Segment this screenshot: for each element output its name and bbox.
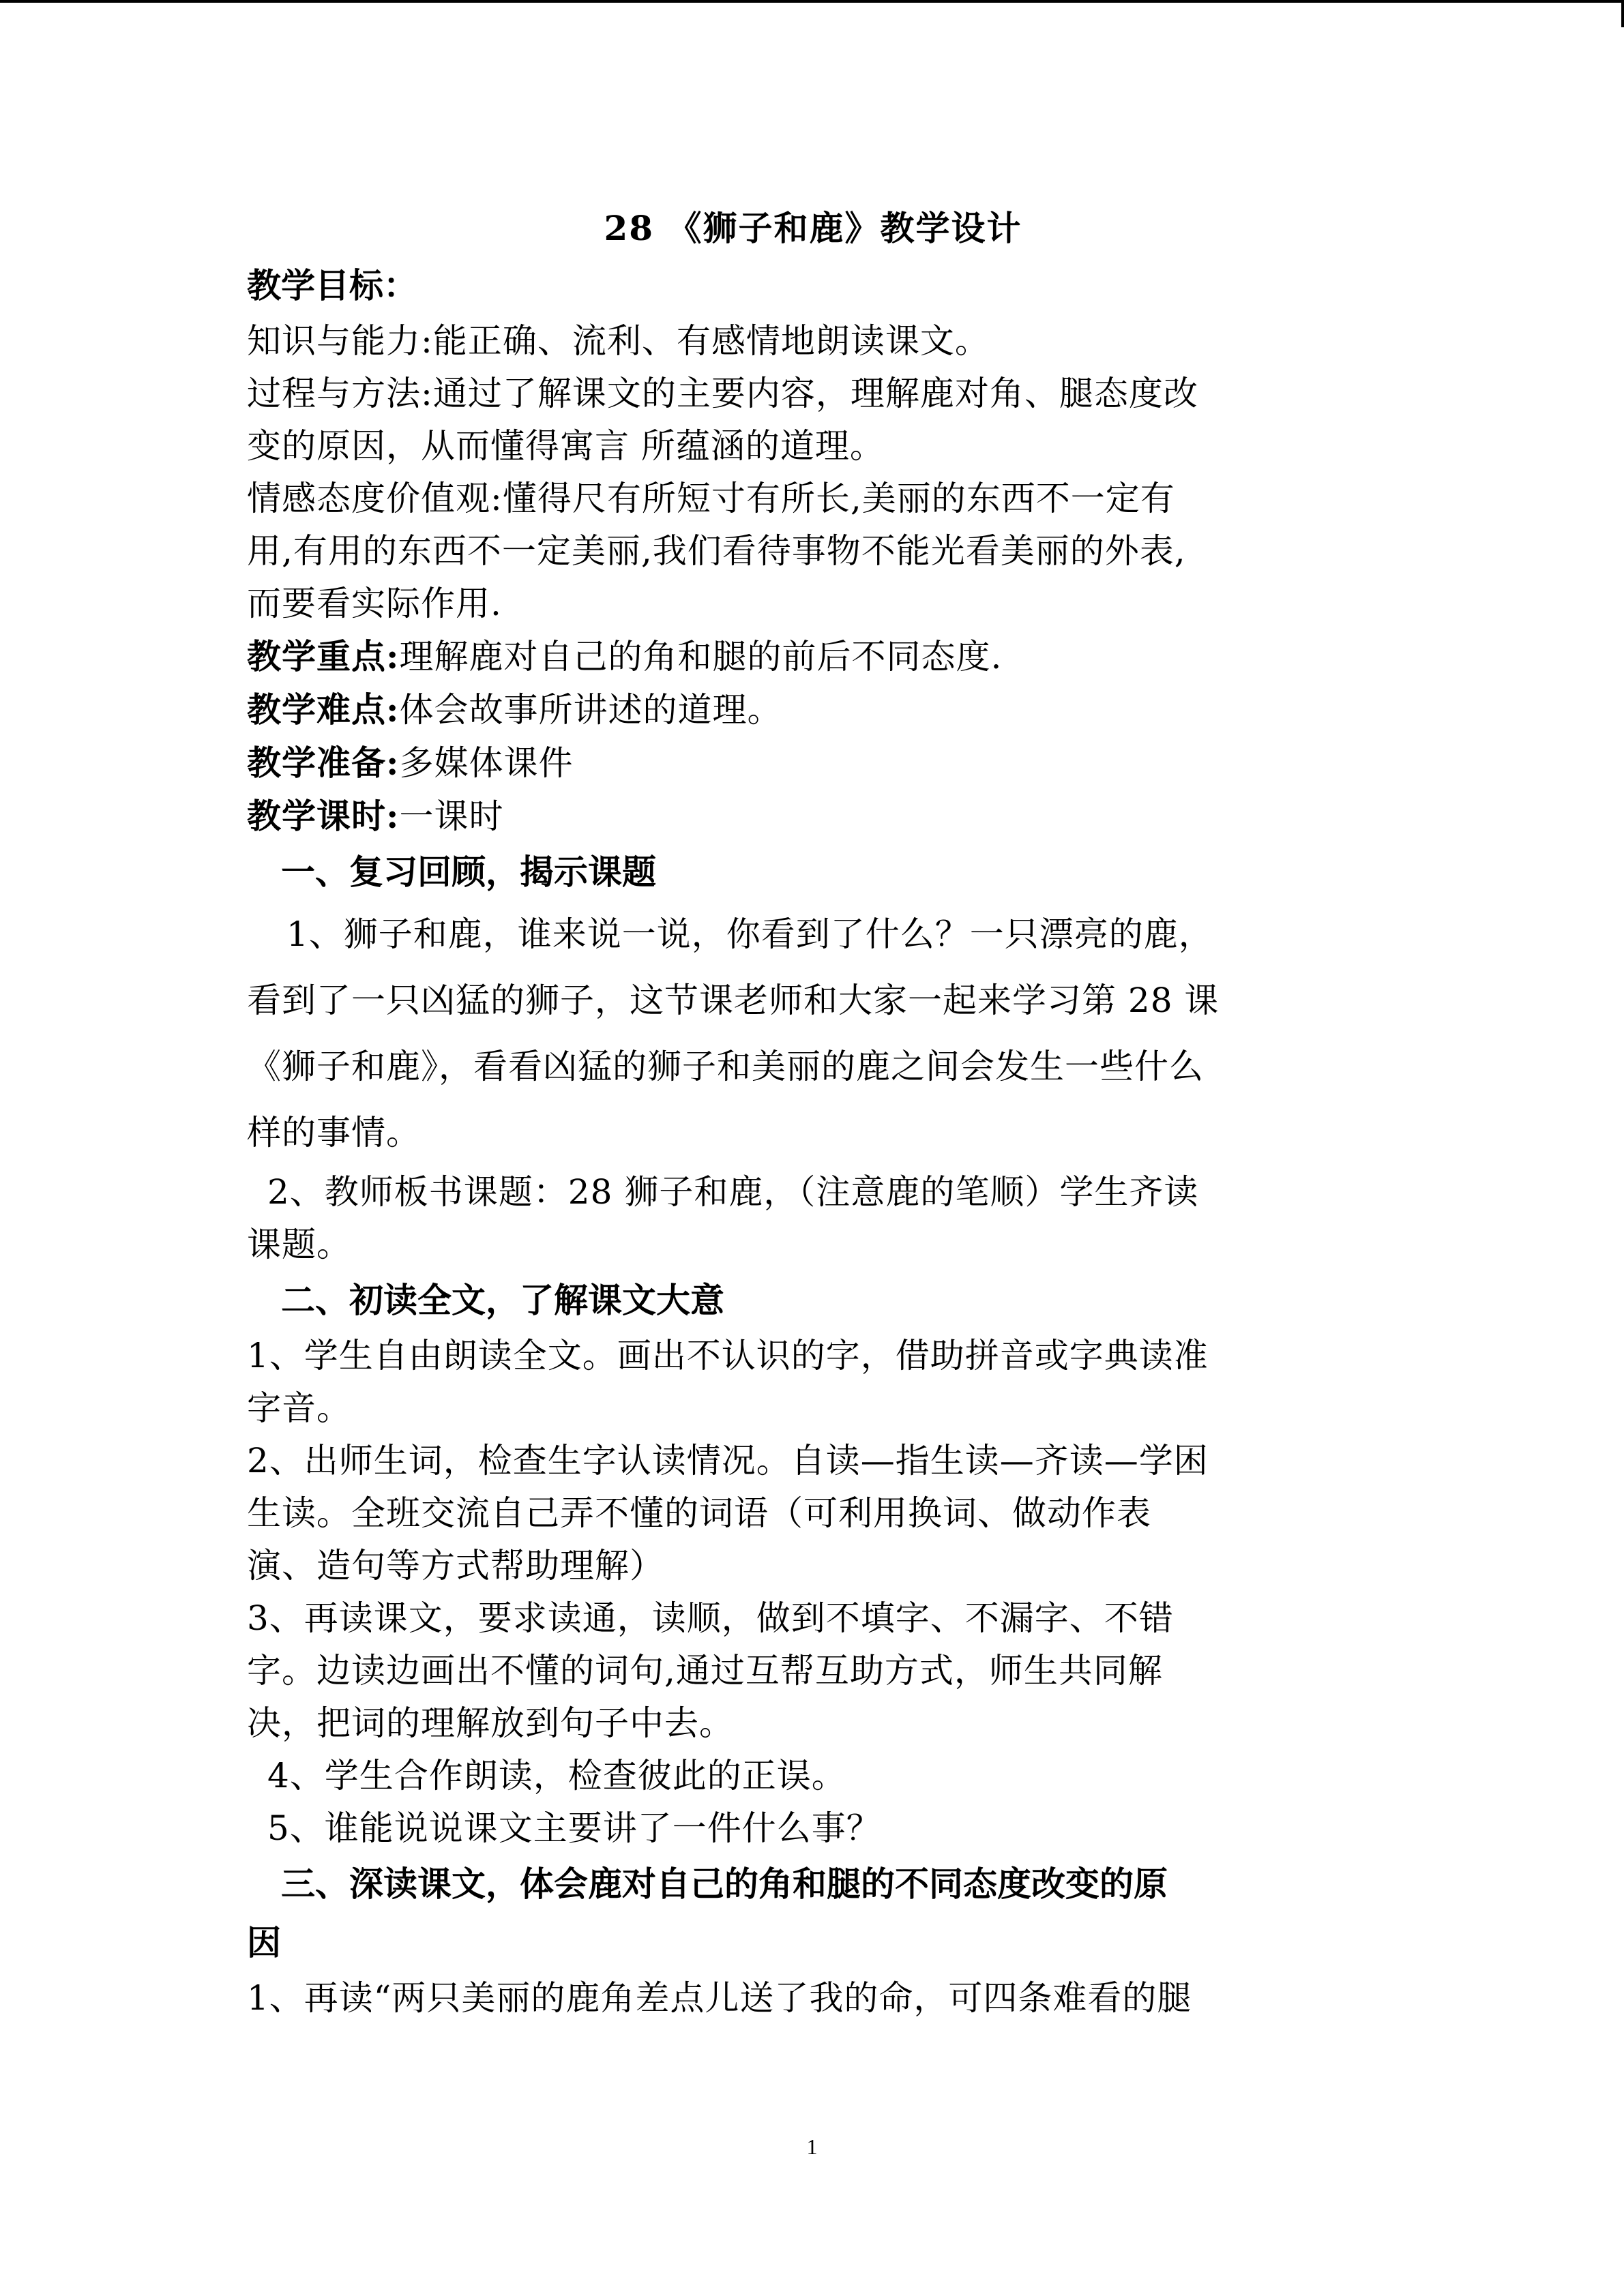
section1-line: 2、教师板书课题：28 狮子和鹿，（注意鹿的笔顺）学生齐读	[267, 1172, 1199, 1212]
section2-line: 决，把词的理解放到句子中去。	[247, 1703, 734, 1743]
preparation-label: 教学准备:	[247, 743, 400, 783]
section2-heading: 二、初读全文，了解课文大意	[281, 1280, 724, 1320]
objective-line: 情感态度价值观:懂得尺有所短寸有所长,美丽的东西不一定有	[247, 479, 1175, 518]
page-number: 1	[806, 2134, 818, 2159]
section2-line: 2、出师生词，检查生字认读情况。自读—指生读—齐读—学困	[247, 1441, 1209, 1480]
objective-line: 用,有用的东西不一定美丽,我们看待事物不能光看美丽的外表,	[247, 531, 1186, 571]
section2-line: 3、再读课文，要求读通，读顺，做到不填字、不漏字、不错	[247, 1598, 1174, 1638]
objective-line: 知识与能力:能正确、流利、有感情地朗读课文。	[247, 321, 990, 361]
period-text: 一课时	[399, 796, 504, 836]
section2-line: 生读。全班交流自己弄不懂的词语（可利用换词、做动作表	[247, 1493, 1151, 1533]
section2-item-5: 5、谁能说说课文主要讲了一件什么事？	[267, 1808, 881, 1848]
objective-line: 而要看实际作用.	[247, 584, 502, 623]
section2-line: 演、造句等方式帮助理解）	[247, 1546, 664, 1585]
section1-line: 1、狮子和鹿，谁来说一说，你看到了什么？一只漂亮的鹿，	[286, 914, 1213, 954]
section2-line: 字音。	[247, 1388, 351, 1428]
key-point	[247, 630, 1379, 683]
section3-line: 1、再读“两只美丽的鹿角差点儿送了我的命，可四条难看的腿	[247, 1978, 1192, 2018]
page-corner-border	[1621, 0, 1624, 27]
preparation-text: 多媒体课件	[399, 743, 574, 783]
document-body	[247, 205, 1379, 2025]
key-point-text: 理解鹿对自己的角和腿的前后不同态度.	[399, 637, 1003, 676]
page-top-border	[0, 0, 1624, 3]
period-label: 教学课时:	[247, 796, 400, 836]
section2-item-4: 4、学生合作朗读，检查彼此的正误。	[267, 1756, 846, 1795]
section3-heading: 三、深读课文，体会鹿对自己的角和腿的不同态度改变的原	[281, 1864, 1168, 1904]
objective-line: 变的原因，从而懂得寓言 所蕴涵的道理。	[247, 426, 885, 466]
period	[247, 790, 1379, 843]
key-point-label: 教学重点:	[247, 636, 400, 676]
section1-line: 《狮子和鹿》，看看凶猛的狮子和美丽的鹿之间会发生一些什么	[247, 1047, 1204, 1086]
section3-heading-cont: 因	[247, 1922, 281, 1963]
difficulty-label: 教学难点:	[247, 689, 400, 730]
section1-line: 样的事情。	[247, 1113, 421, 1152]
objective-line: 过程与方法:通过了解课文的主要内容，理解鹿对角、腿态度改	[247, 374, 1198, 413]
section1-heading: 一、复习回顾，揭示课题	[281, 852, 656, 892]
difficulty-text: 体会故事所讲述的道理。	[399, 690, 782, 730]
objectives-heading: 教学目标：	[247, 265, 417, 305]
difficulty	[247, 683, 1379, 736]
section1-line: 课题。	[247, 1225, 351, 1264]
preparation	[247, 736, 1379, 790]
section2-line: 字。边读边画出不懂的词句,通过互帮互助方式，师生共同解	[247, 1651, 1163, 1690]
page-title: 28 《狮子和鹿》教学设计	[604, 208, 1022, 248]
section2-line: 1、学生自由朗读全文。画出不认识的字，借助拼音或字典读准	[247, 1336, 1209, 1375]
section1-line: 看到了一只凶猛的狮子，这节课老师和大家一起来学习第 28 课	[247, 981, 1220, 1020]
